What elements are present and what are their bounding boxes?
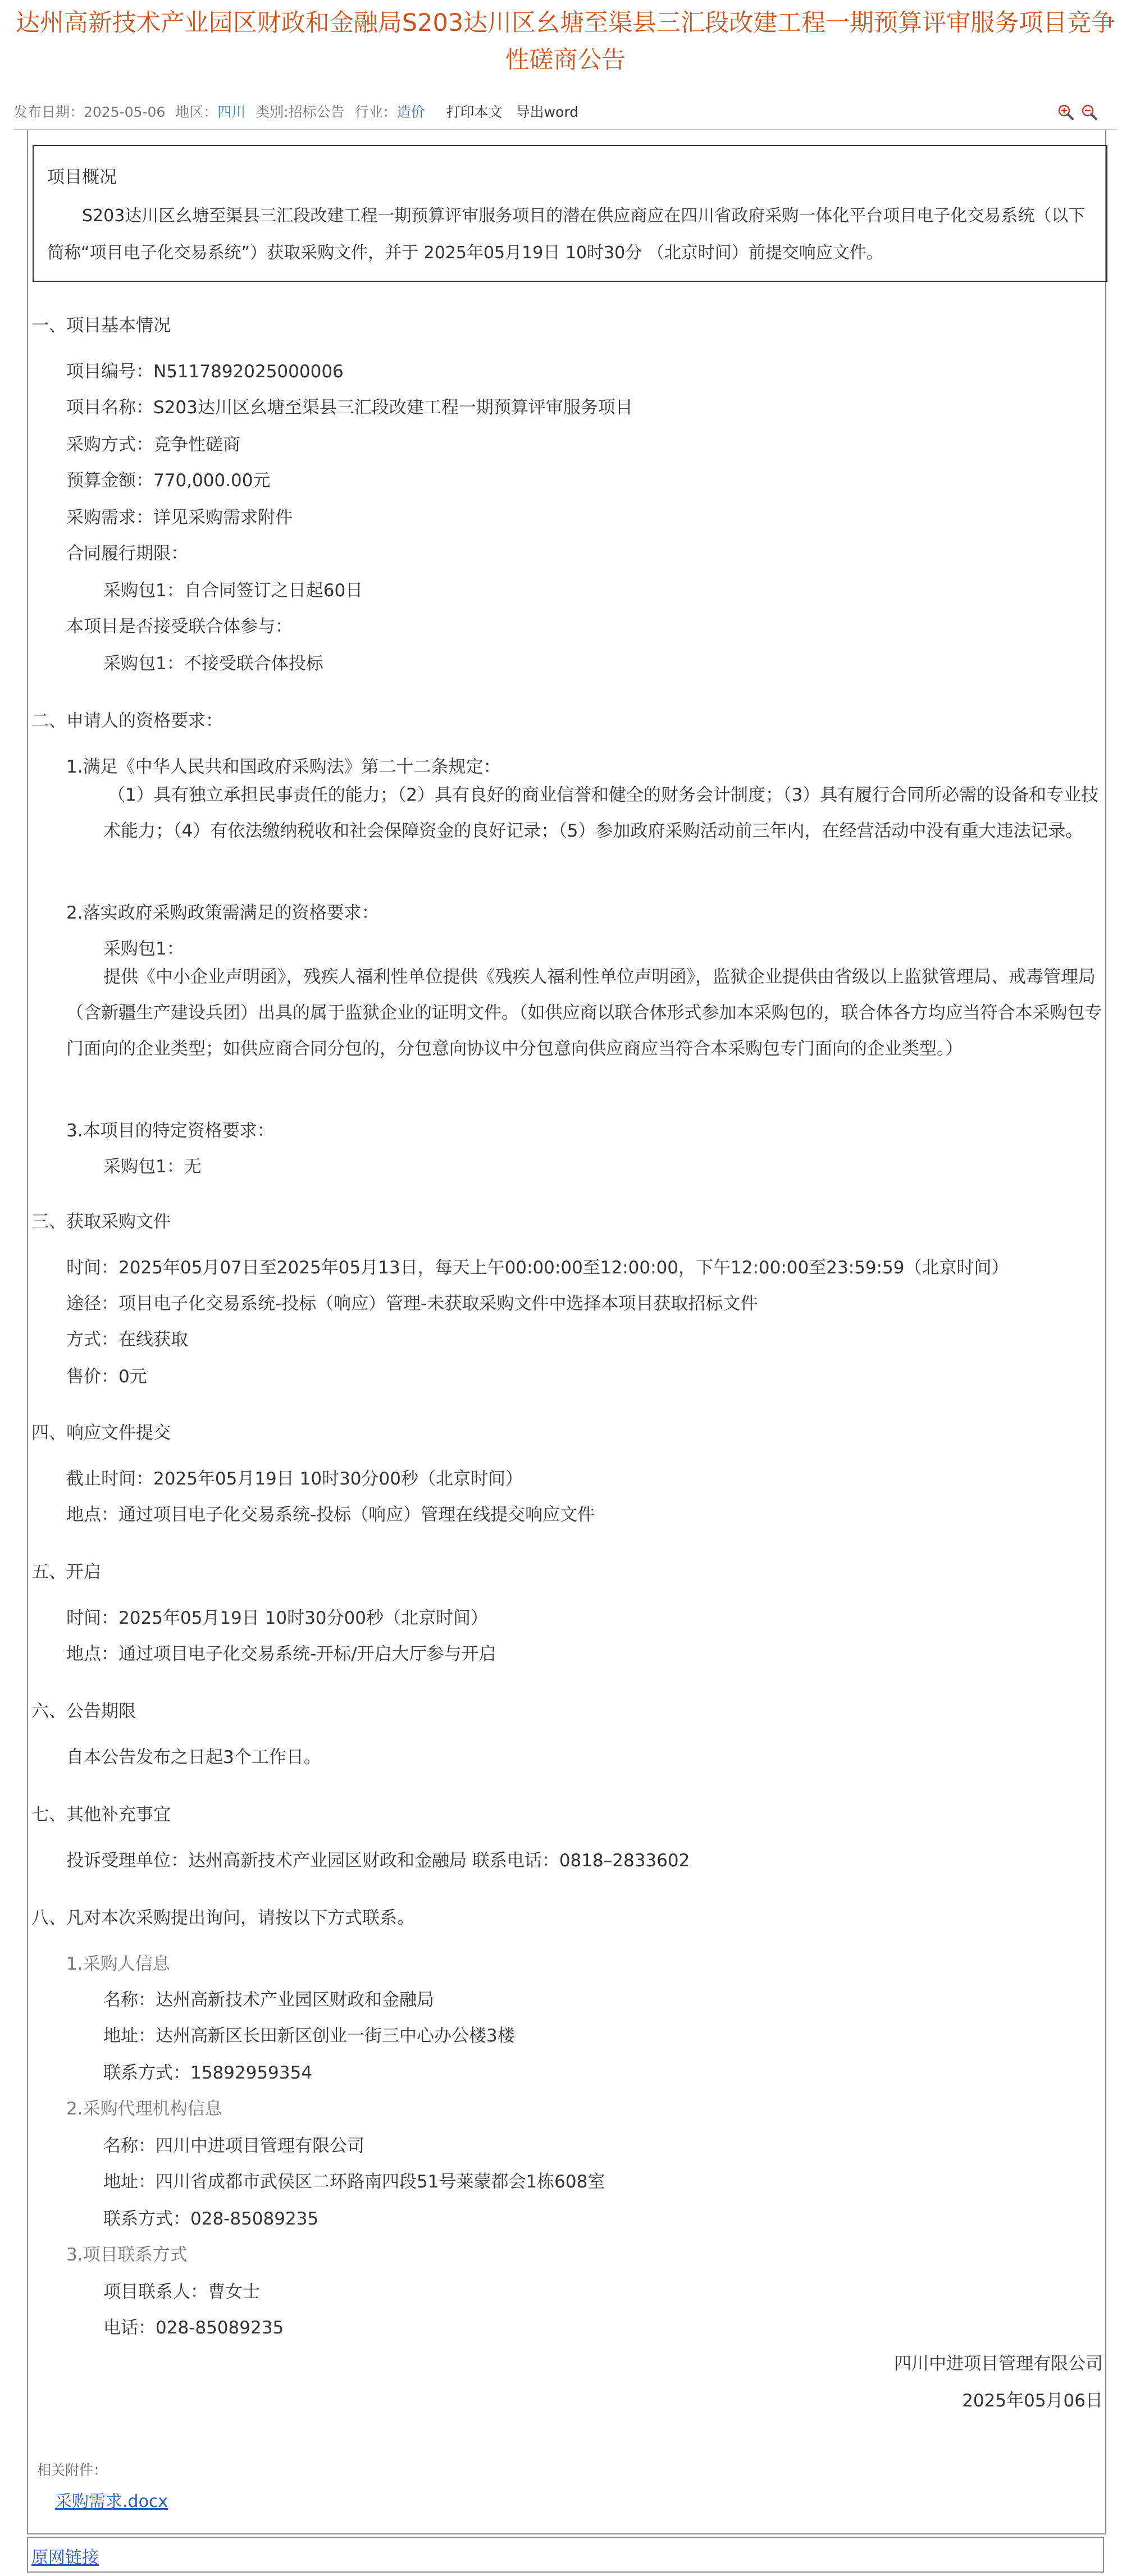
source-link[interactable]: 原网链接 [31, 2548, 99, 2568]
zoom-in-icon[interactable] [1057, 103, 1075, 121]
industry-link[interactable]: 造价 [396, 104, 425, 120]
export-word-button[interactable]: 导出word [516, 104, 579, 120]
agency-info-heading: 2.采购代理机构信息 [66, 2099, 222, 2119]
purchaser-phone: 联系方式：15892959354 [103, 2063, 312, 2083]
section-heading-2: 二、申请人的资格要求： [31, 711, 223, 731]
project-overview-box [33, 145, 1107, 282]
qualification-2-detail: 提供《中小企业声明函》，残疾人福利性单位提供《残疾人福利性单位声明函》，监狱企业提供由省级以上监狱管理局、戒毒管理局（含新疆生产建设兵团）出具的属于监狱企业的证明文件。（如供应商以联合体形式参加本采购包的，联合体各方均应当符合本采购包专门面向的企业类型；如供应商合同分包的，分包意向协议中分包意向供应商应当符合本采购包专门面向的企业类型。） [66, 967, 1102, 1059]
purchaser-name: 名称：达州高新技术产业园区财政和金融局 [103, 1990, 434, 2010]
qualification-1: 1.满足《中华人民共和国政府采购法》第二十二条规定： [66, 757, 501, 777]
purchaser-address: 地址：达州高新区长田新区创业一街三中心办公楼3楼 [103, 2026, 515, 2046]
qualification-3-package: 采购包1：无 [103, 1157, 202, 1177]
project-contact-phone: 电话：028-85089235 [103, 2318, 284, 2338]
region-label: 地区： [175, 104, 218, 120]
submit-deadline: 截止时间：2025年05月19日 10时30分00秒（北京时间） [66, 1469, 523, 1489]
project-name: 项目名称：S203达川区幺塘至渠县三汇段改建工程一期预算评审服务项目 [66, 398, 633, 418]
zoom-out-icon[interactable] [1080, 103, 1098, 121]
signature-org: 四川中进项目管理有限公司 [894, 2354, 1103, 2374]
industry-label: 行业： [354, 104, 397, 120]
agency-phone: 联系方式：028-85089235 [103, 2209, 319, 2229]
attachment-label: 相关附件： [37, 2462, 108, 2478]
notice-period: 自本公告发布之日起3个工作日。 [66, 1747, 321, 1767]
section-heading-5: 五、开启 [31, 1562, 101, 1582]
overview-heading: 项目概况 [47, 167, 117, 188]
project-contact-person: 项目联系人：曹女士 [103, 2282, 260, 2302]
qualification-2-package: 采购包1： [103, 939, 184, 959]
consortium-label: 本项目是否接受联合体参与： [66, 616, 293, 637]
category: 类别:招标公告 [256, 104, 345, 120]
section-heading-7: 七、其他补充事宜 [31, 1805, 171, 1825]
section-heading-6: 六、公告期限 [31, 1701, 136, 1721]
procurement-requirement: 采购需求：详见采购需求附件 [66, 508, 293, 528]
project-number: 项目编号：N5117892025000006 [66, 362, 344, 382]
complaint-contact: 投诉受理单位：达州高新技术产业园区财政和金融局 联系电话：0818–2833602 [66, 1851, 690, 1871]
publish-date: 发布日期：2025-05-06 [13, 104, 166, 120]
budget-amount: 预算金额：770,000.00元 [66, 471, 271, 491]
procurement-method: 采购方式：竞争性磋商 [66, 435, 240, 455]
obtain-method: 方式：在线获取 [66, 1330, 188, 1350]
source-bar [27, 2537, 1104, 2573]
overview-text: S203达川区幺塘至渠县三汇段改建工程一期预算评审服务项目的潜在供应商应在四川省政府采购一体化平台项目电子化交易系统（以下简称“项目电子化交易系统”）获取采购文件，并于 2025年05月19日 10时30分 （北京时间）前提交响应文件。 [47, 206, 1086, 263]
signature-date: 2025年05月06日 [962, 2391, 1103, 2411]
section-heading-3: 三、获取采购文件 [31, 1212, 171, 1232]
print-button[interactable]: 打印本文 [446, 104, 503, 120]
qualification-1-detail: （1）具有独立承担民事责任的能力；（2）具有良好的商业信誉和健全的财务会计制度；（3）具有履行合同所必需的设备和专业技术能力；（4）有依法缴纳税收和社会保障资金的良好记录；（5）参加政府采购活动前三年内，在经营活动中没有重大违法记录。 [103, 785, 1099, 841]
region-link[interactable]: 四川 [217, 104, 246, 120]
submit-location: 地点：通过项目电子化交易系统-投标（响应）管理在线提交响应文件 [66, 1505, 595, 1525]
attachment-link[interactable]: 采购需求.docx [55, 2492, 168, 2511]
obtain-time: 时间：2025年05月07日至2025年05月13日，每天上午00:00:00至12:00:00，下午12:00:00至23:59:59（北京时间） [66, 1258, 1009, 1278]
contract-term-package: 采购包1：自合同签订之日起60日 [103, 581, 363, 601]
meta-bar [13, 95, 1118, 130]
section-heading-8: 八、凡对本次采购提出询问，请按以下方式联系。 [31, 1908, 414, 1928]
section-heading-1: 一、项目基本情况 [31, 316, 171, 336]
contract-term-label: 合同履行期限： [66, 543, 188, 564]
obtain-route: 途径：项目电子化交易系统-投标（响应）管理-未获取采购文件中选择本项目获取招标文件 [66, 1294, 758, 1314]
section-heading-4: 四、响应文件提交 [31, 1423, 171, 1443]
obtain-price: 售价：0元 [66, 1367, 147, 1387]
qualification-2: 2.落实政府采购政策需满足的资格要求： [66, 903, 379, 923]
agency-address: 地址：四川省成都市武侯区二环路南四段51号莱蒙都会1栋608室 [103, 2172, 605, 2192]
agency-name: 名称：四川中进项目管理有限公司 [103, 2136, 364, 2156]
purchaser-info-heading: 1.采购人信息 [66, 1954, 170, 1974]
page-title: 达州高新技术产业园区财政和金融局S203达川区幺塘至渠县三汇段改建工程一期预算评审服务项目竞争性磋商公告 [15, 9, 1116, 74]
opening-location: 地点：通过项目电子化交易系统-开标/开启大厅参与开启 [66, 1644, 496, 1664]
consortium-package: 采购包1：不接受联合体投标 [103, 654, 323, 674]
qualification-3: 3.本项目的特定资格要求： [66, 1121, 275, 1141]
opening-time: 时间：2025年05月19日 10时30分00秒（北京时间） [66, 1608, 488, 1628]
project-contact-heading: 3.项目联系方式 [66, 2245, 188, 2265]
